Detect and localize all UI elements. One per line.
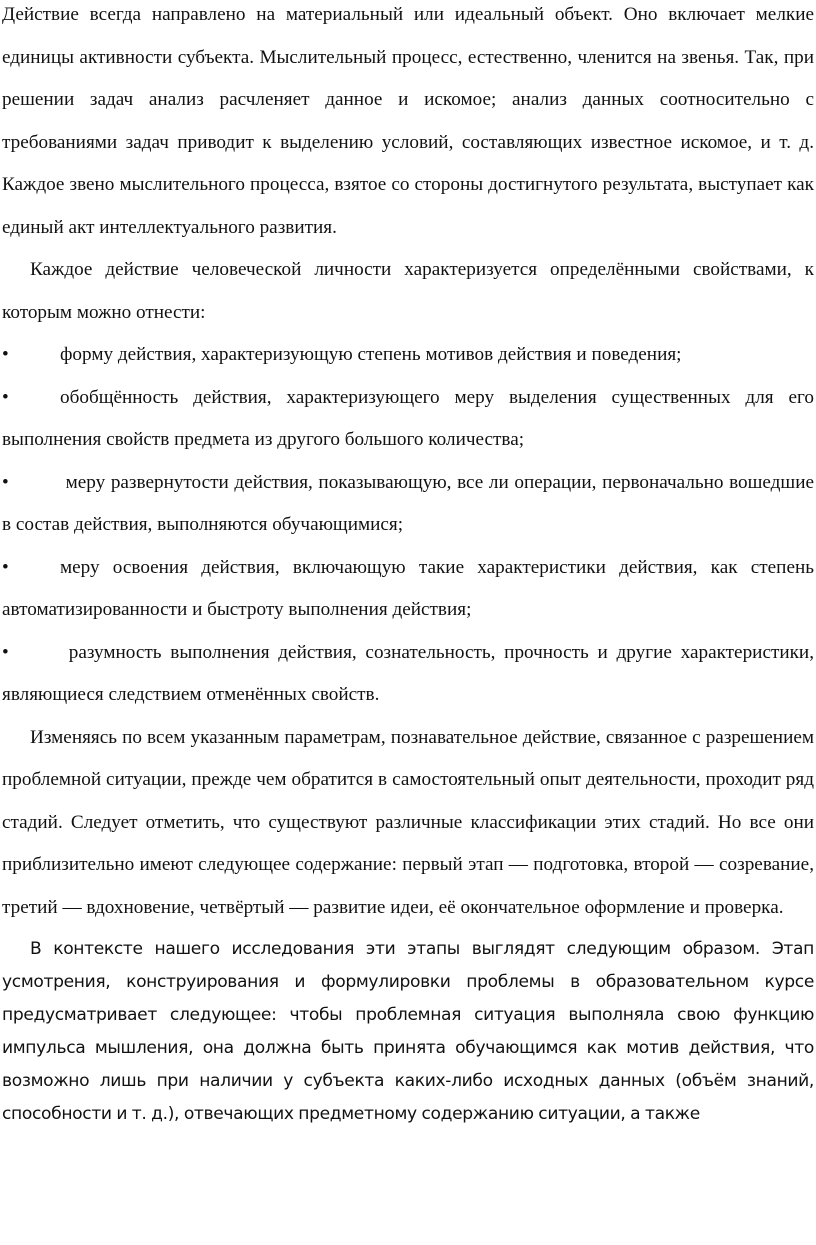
- list-item-text: обобщённость действия, характеризующего меру выделения существенных для его выполнения свойств предмета из другого большого количества;: [2, 386, 814, 450]
- list-item: [2, 547, 814, 632]
- list-item-text: меру развернутости действия, показывающую, все ли операции, первоначально вошедшие в состав действия, выполняются обучающимися;: [2, 471, 814, 535]
- paragraph-action-object: Действие всегда направлено на материальный или идеальный объект. Оно включает мелкие единицы активности субъекта. Мыслительный процесс, естественно, членится на звенья. Так, при решении задач анализ расчленяет данное и искомое; анализ данных соотносительно с требованиями задач приводит к выделению условий, составляющих известное искомое, и т. д. Каждое звено мыслительного процесса, взятое со стороны достигнутого результата, выступает как единый акт интеллектуального развития.: [2, 4, 814, 238]
- paragraph-action-properties: Каждое действие человеческой личности характеризуется определёнными свойствами, к которым можно отнести:: [2, 259, 814, 323]
- bullet-mark: •: [2, 641, 9, 663]
- paragraph-research-context: В контексте нашего исследования эти этапы выглядят следующим образом. Этап усмотрения, конструирования и формулировки проблемы в образовательном курсе предусматривает следующее: чтобы проблемная ситуация выполняла свою функцию импульса мышления, она должна быть принята обучающимся как мотив действия, что возможно лишь при наличии у субъекта каких-либо исходных данных (объём знаний, способности и т. д.), отвечающих предметному содержанию ситуации, а также: [2, 939, 814, 1124]
- list-item-text: меру освоения действия, включающую такие характеристики действия, как степень автоматизированности и быстроту выполнения действия;: [2, 556, 814, 620]
- paragraph-stages: Изменяясь по всем указанным параметрам, познавательное действие, связанное с разрешением проблемной ситуации, прежде чем обратится в самостоятельный опыт деятельности, проходит ряд стадий. Следует отметить, что существуют различные классификации этих стадий. Но все они приблизительно имеют следующее содержание: первый этап — подготовка, второй — созревание, третий — вдохновение, четвёртый — развитие идеи, её окончательное оформление и проверка.: [2, 726, 814, 918]
- list-item: [2, 632, 814, 717]
- list-item-text: разумность выполнения действия, сознательность, прочность и другие характеристики, являющиеся следствием отменённых свойств.: [2, 641, 814, 705]
- bullet-mark: •: [2, 471, 9, 493]
- bullet-mark: •: [2, 386, 9, 408]
- list-item-text: форму действия, характеризующую степень мотивов действия и поведения;: [60, 344, 682, 365]
- list-item: [2, 334, 814, 377]
- list-item: [2, 462, 814, 547]
- properties-list: [2, 334, 814, 717]
- bullet-mark: •: [2, 344, 9, 365]
- bullet-mark: •: [2, 556, 9, 578]
- list-item: [2, 377, 814, 462]
